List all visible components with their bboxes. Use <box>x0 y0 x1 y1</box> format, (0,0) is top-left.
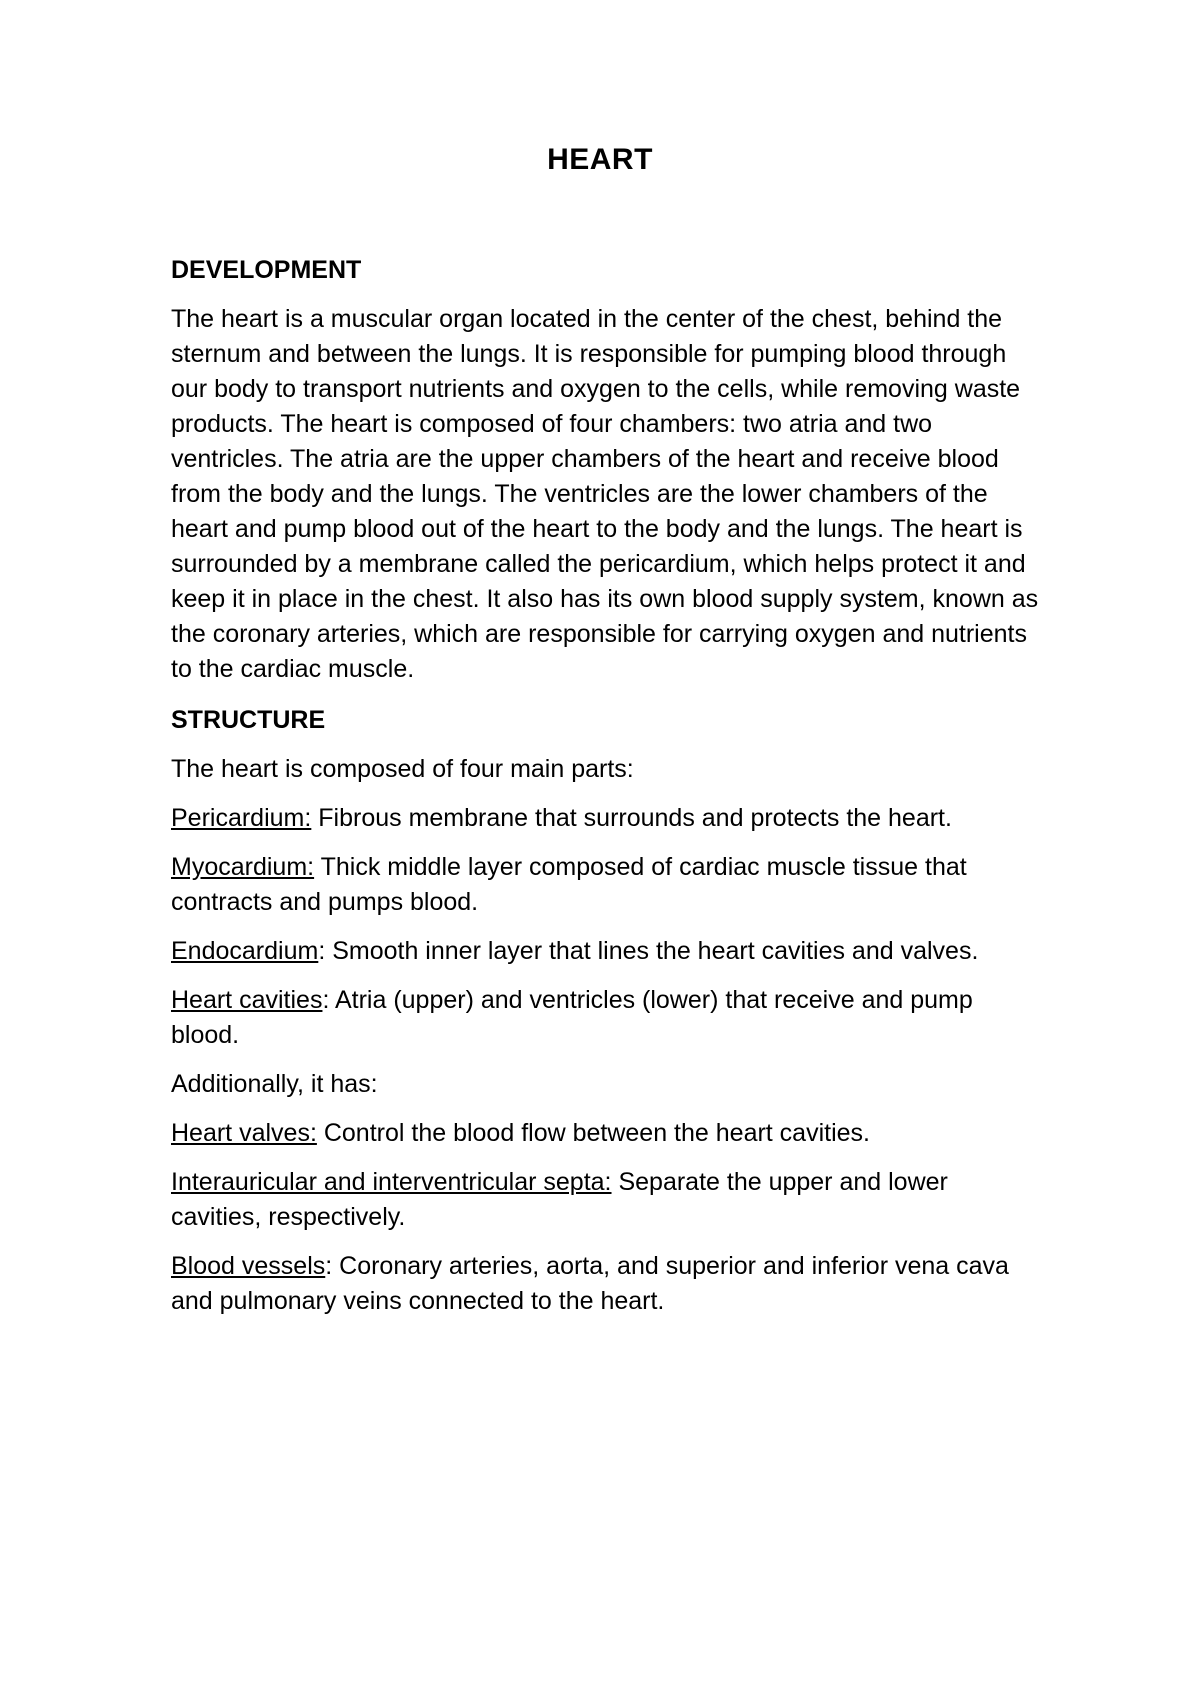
structure-heading: STRUCTURE <box>171 706 326 734</box>
definition-blood-vessels: : Coronary arteries, aorta, and superior and inferior vena cava and pulmonary veins connected to the heart. <box>171 1252 1009 1315</box>
definition-septa: Separate the upper and lower cavities, respectively. <box>171 1168 948 1231</box>
term-endocardium: Endocardium <box>171 937 319 965</box>
additional-intro: Additionally, it has: <box>171 1070 378 1098</box>
additional-heart-valves <box>171 1116 1041 1151</box>
additional-septa <box>171 1165 1041 1235</box>
term-blood-vessels: Blood vessels <box>171 1252 326 1280</box>
development-heading: DEVELOPMENT <box>171 256 362 284</box>
definition-heart-cavities: : Atria (upper) and ventricles (lower) that receive and pump blood. <box>171 986 973 1049</box>
term-septa: Interauricular and interventricular septa: <box>171 1168 612 1196</box>
development-paragraph: The heart is a muscular organ located in the center of the chest, behind the sternum and between the lungs. It is responsible for pumping blood through our body to transport nutrients and oxygen to the cells, while removing waste products. The heart is composed of four chambers: two atria and two ventricles. The atria are the upper chambers of the heart and receive blood from the body and the lungs. The ventricles are the lower chambers of the heart and pump blood out of the heart to the body and the lungs. The heart is surrounded by a membrane called the pericardium, which helps protect it and keep it in place in the chest. It also has its own blood supply system, known as the coronary arteries, which are responsible for carrying oxygen and nutrients to the cardiac muscle. <box>171 305 1039 683</box>
document-body <box>171 253 1041 1333</box>
structure-part-heart-cavities <box>171 983 1041 1053</box>
term-pericardium: Pericardium: <box>171 804 312 832</box>
document-title: HEART <box>547 143 653 176</box>
structure-part-endocardium <box>171 934 1041 969</box>
definition-myocardium: Thick middle layer composed of cardiac muscle tissue that contracts and pumps blood. <box>171 853 967 916</box>
definition-heart-valves: Control the blood flow between the heart cavities. <box>316 1119 870 1147</box>
additional-blood-vessels <box>171 1249 1041 1319</box>
structure-part-myocardium <box>171 850 1041 920</box>
definition-endocardium: : Smooth inner layer that lines the heart cavities and valves. <box>318 937 979 965</box>
term-heart-cavities: Heart cavities <box>171 986 323 1014</box>
term-myocardium: Myocardium: <box>171 853 315 881</box>
term-heart-valves: Heart valves: <box>171 1119 317 1147</box>
structure-intro: The heart is composed of four main parts: <box>171 755 634 783</box>
definition-pericardium: Fibrous membrane that surrounds and protects the heart. <box>311 804 952 832</box>
structure-part-pericardium <box>171 801 1041 836</box>
